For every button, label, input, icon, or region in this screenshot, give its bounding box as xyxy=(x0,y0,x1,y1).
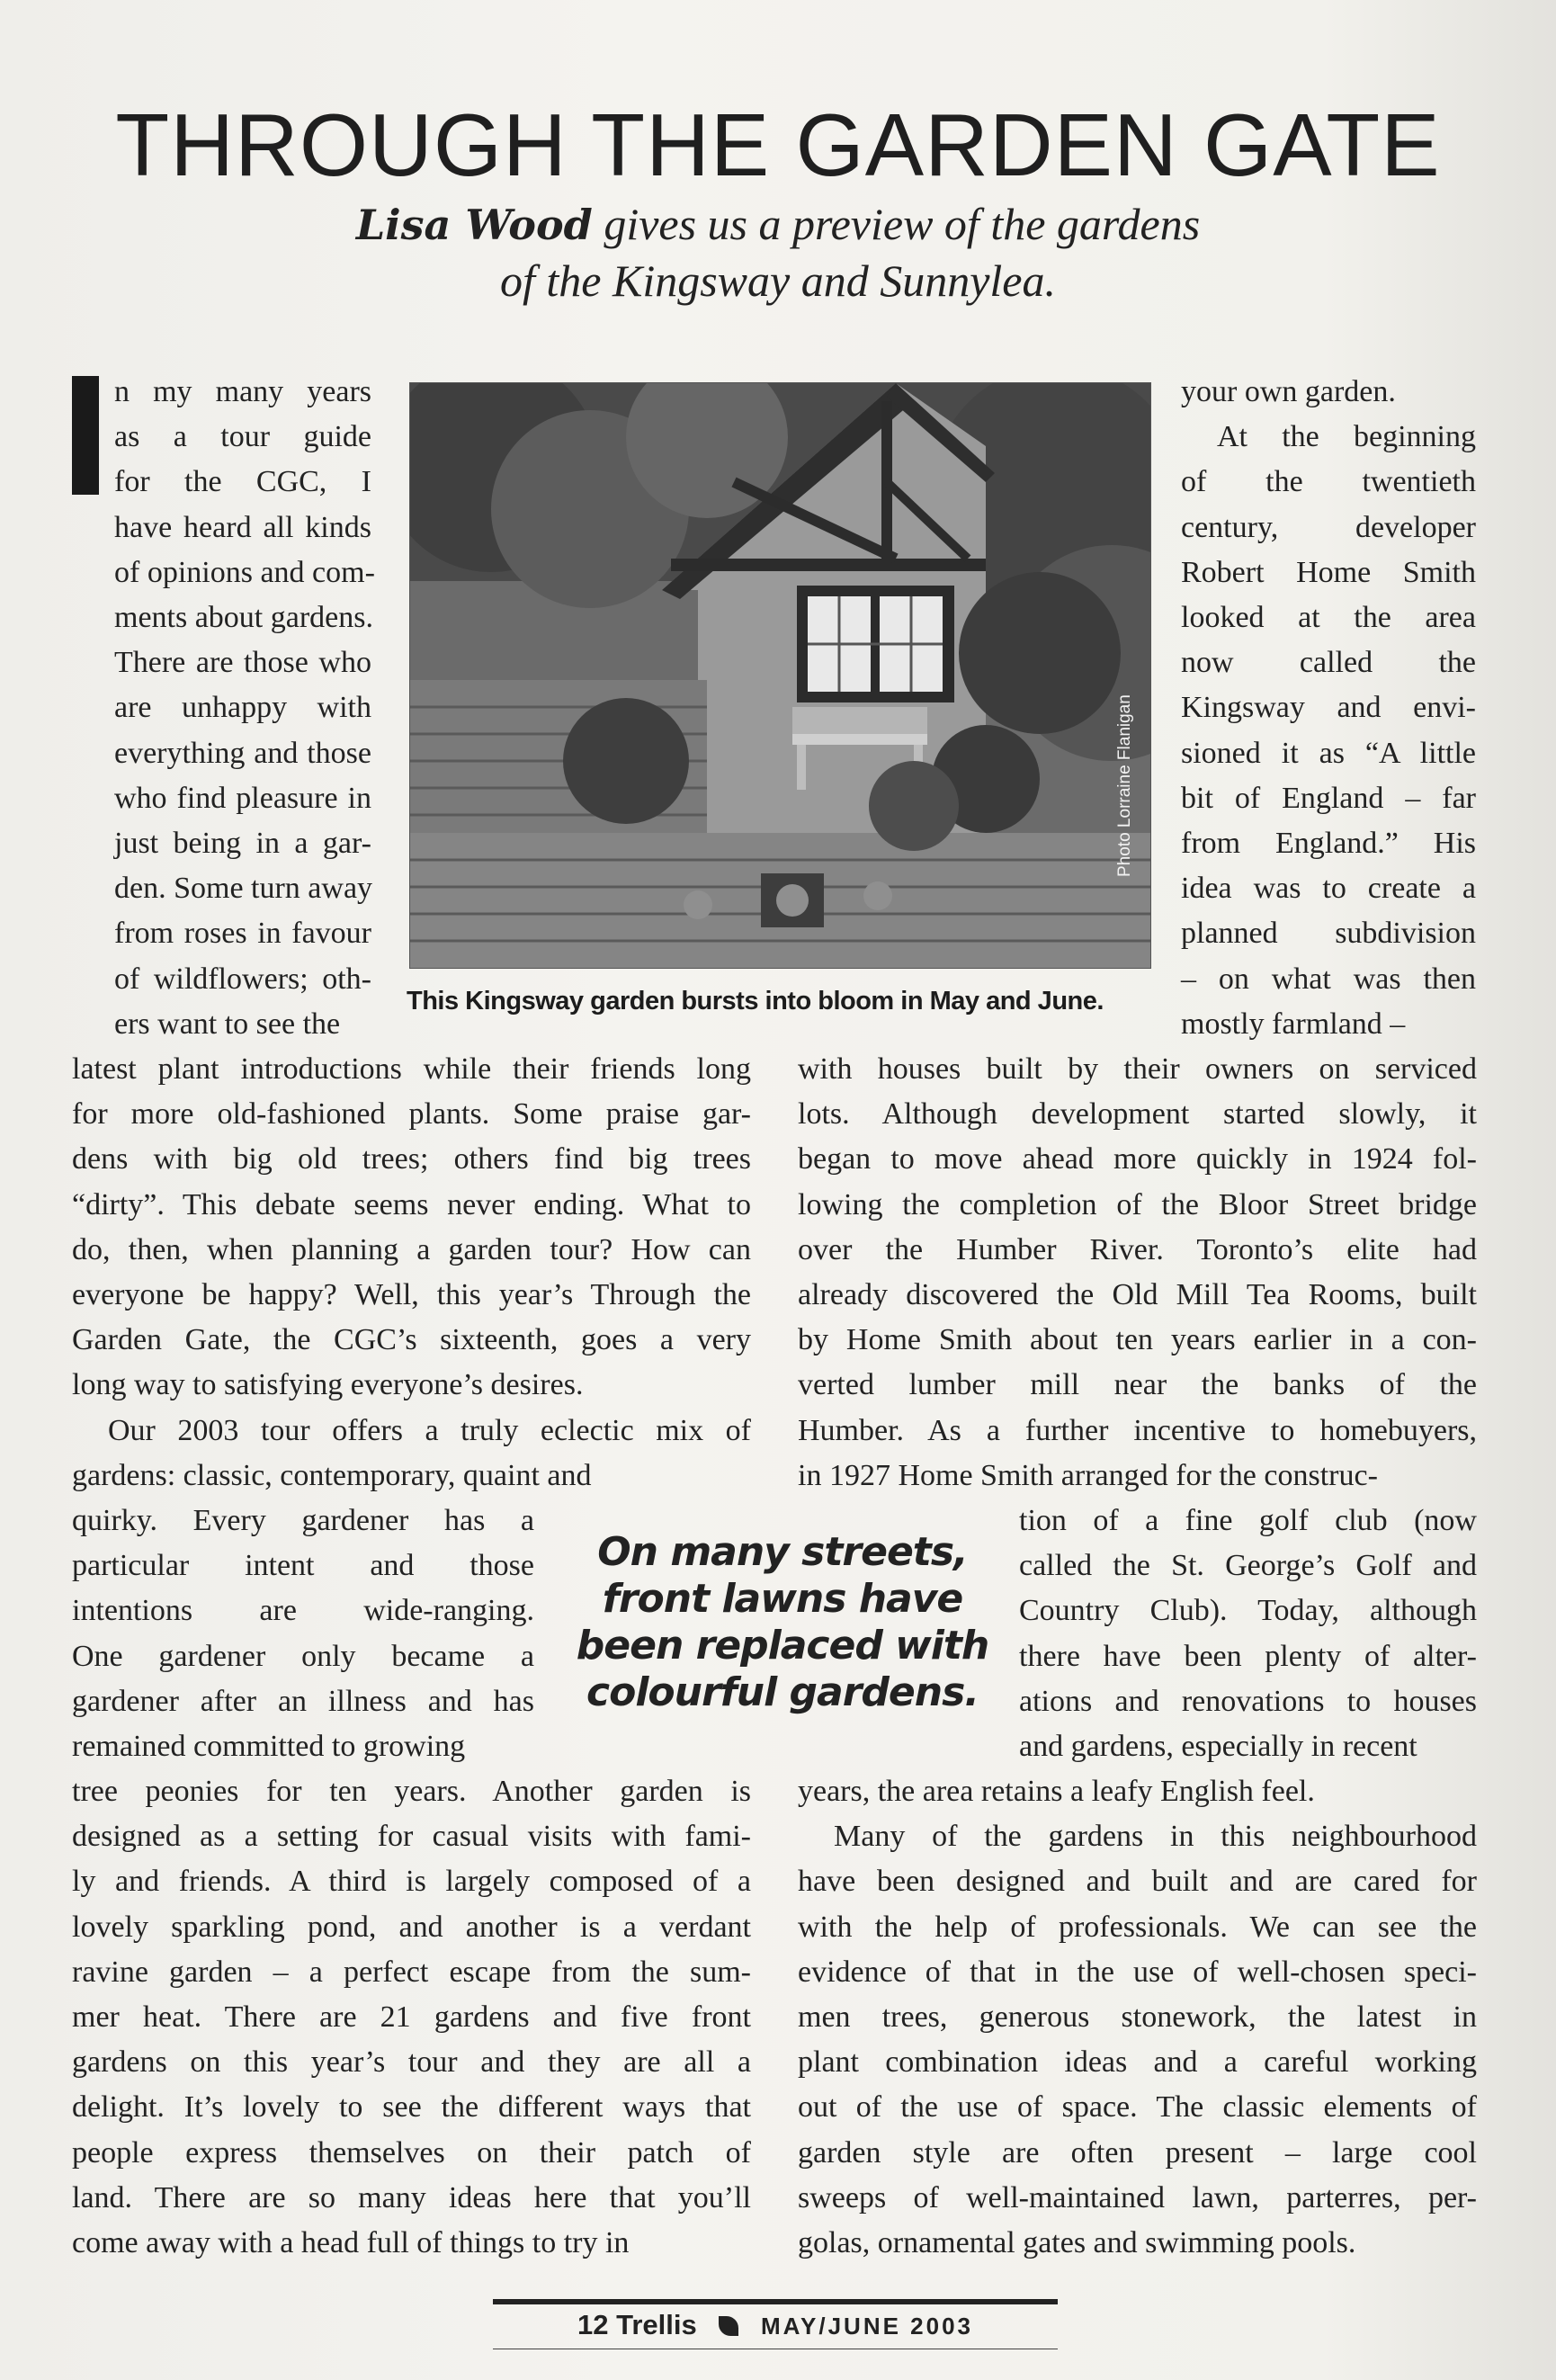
text-line: golas, ornamental gates and swimming pools. xyxy=(798,2226,1356,2260)
text-line: Kingsway and envi- xyxy=(1181,691,1476,725)
text-line: At the beginning xyxy=(1217,420,1476,454)
text-line: years, the area retains a leafy English feel. xyxy=(798,1775,1315,1808)
text-line: n my many years xyxy=(114,375,371,408)
text-line: come away with a head full of things to try in xyxy=(72,2226,630,2260)
right-narrow-column xyxy=(1019,1499,1477,1769)
issue-date: MAY/JUNE 2003 xyxy=(760,2313,973,2340)
text-line: have heard all kinds xyxy=(114,510,371,544)
text-line: verted lumber mill near the banks of the xyxy=(798,1368,1477,1402)
text-line: men trees, generous stonework, the latest in xyxy=(798,2000,1477,2035)
text-line: over the Humber River. Toronto’s elite had xyxy=(798,1232,1477,1266)
text-line: are unhappy with xyxy=(114,691,371,725)
text-line: been replaced with xyxy=(576,1623,989,1669)
right-top-column xyxy=(1181,370,1476,1047)
text-line: idea was to create a xyxy=(1181,872,1476,906)
text-line: for more old-fashioned plants. Some praise gar- xyxy=(72,1097,751,1132)
page-footer xyxy=(493,2309,1058,2341)
text-line: lovely sparkling pond, and another is a verdant xyxy=(72,1910,751,1944)
text-line: Garden Gate, the CGC’s sixteenth, goes a very xyxy=(72,1323,751,1357)
text-line: – on what was then xyxy=(1181,962,1476,996)
text-line: delight. It’s lovely to see the different ways that xyxy=(72,2090,751,2125)
text-line: Many of the gardens in this neighbourhood xyxy=(834,1820,1477,1854)
text-line: looked at the area xyxy=(1181,601,1476,635)
text-line: designed as a setting for casual visits with fami- xyxy=(72,1820,751,1854)
text-line: ers want to see the xyxy=(114,1007,341,1041)
text-line: Our 2003 tour offers a truly eclectic mix of xyxy=(108,1413,751,1447)
text-line: sweeps of well-maintained lawn, parterres, per- xyxy=(798,2180,1477,2214)
text-line: Country Club). Today, although xyxy=(1019,1594,1477,1628)
magazine-name: Trellis xyxy=(616,2309,697,2340)
text-line: ravine garden – a perfect escape from the sum- xyxy=(72,1955,751,1989)
footer-rule xyxy=(493,2299,1058,2304)
photo-credit: Photo Lorraine Flanigan xyxy=(1115,694,1134,877)
text-line: sioned it as “A little xyxy=(1181,736,1476,770)
pull-quote xyxy=(558,1529,1007,1716)
text-line: in 1927 Home Smith arranged for the construc- xyxy=(798,1458,1378,1492)
text-line: your own garden. xyxy=(1181,375,1396,408)
text-line: planned subdivision xyxy=(1181,917,1476,951)
text-line: everyone be happy? Well, this year’s Through the xyxy=(72,1278,751,1312)
garden-house-illustration xyxy=(410,383,1150,968)
text-line: with houses built by their owners on serviced xyxy=(798,1052,1477,1086)
text-line: Humber. As a further incentive to homebuyers, xyxy=(798,1413,1477,1447)
left-narrow-column xyxy=(72,1499,534,1769)
text-line: century, developer xyxy=(1181,510,1476,544)
text-line: gardens: classic, contemporary, quaint and xyxy=(72,1458,592,1492)
text-line: intentions are wide-ranging. xyxy=(72,1594,534,1628)
text-line: bit of England – far xyxy=(1181,781,1476,815)
text-line: and gardens, especially in recent xyxy=(1019,1730,1417,1764)
text-line: plant combination ideas and a careful working xyxy=(798,2045,1477,2080)
text-line: from roses in favour xyxy=(114,917,371,951)
text-line: long way to satisfying everyone’s desires. xyxy=(72,1368,584,1402)
text-line: evidence of that in the use of well-chosen speci- xyxy=(798,1955,1477,1989)
text-line: by Home Smith about ten years earlier in a con- xyxy=(798,1323,1477,1357)
text-line: ments about gardens. xyxy=(114,601,373,635)
text-line: mer heat. There are 21 gardens and five front xyxy=(72,2000,751,2035)
left-bottom-column xyxy=(72,1769,751,2266)
garden-photo xyxy=(409,382,1151,969)
text-line: Robert Home Smith xyxy=(1181,555,1476,589)
right-main-column xyxy=(798,1047,1477,1499)
text-line: of wildflowers; oth- xyxy=(114,962,371,996)
text-line: with the help of professionals. We can see the xyxy=(798,1910,1477,1944)
text-line: gardens on this year’s tour and they are all a xyxy=(72,2045,751,2080)
article-subtitle xyxy=(180,196,1376,309)
subtitle-line-2: of the Kingsway and Sunnylea. xyxy=(500,255,1056,306)
text-line: already discovered the Old Mill Tea Rooms, built xyxy=(798,1278,1477,1312)
text-line: out of the use of space. The classic elements of xyxy=(798,2090,1477,2125)
text-line: do, then, when planning a garden tour? How can xyxy=(72,1232,751,1266)
text-line: land. There are so many ideas here that you’ll xyxy=(72,2180,751,2214)
left-top-column xyxy=(114,370,375,1047)
text-line: there have been plenty of alter- xyxy=(1019,1639,1477,1673)
text-line: garden style are often present – large cool xyxy=(798,2135,1477,2170)
article-title: THROUGH THE GARDEN GATE xyxy=(115,95,1441,194)
text-line: front lawns have xyxy=(602,1576,963,1622)
page-number: 12 xyxy=(577,2309,609,2340)
text-line: There are those who xyxy=(114,646,371,680)
subtitle-line-1: gives us a preview of the gardens xyxy=(604,199,1201,249)
text-line: as a tour guide xyxy=(114,420,371,454)
text-line: called the St. George’s Golf and xyxy=(1019,1549,1477,1583)
text-line: “dirty”. This debate seems never ending. What to xyxy=(72,1187,751,1221)
text-line: ly and friends. A third is largely composed of a xyxy=(72,1865,751,1899)
right-bottom-column xyxy=(798,1769,1477,2266)
text-line: for the CGC, I xyxy=(114,465,371,499)
text-line: from England.” His xyxy=(1181,827,1476,861)
text-line: quirky. Every gardener has a xyxy=(72,1504,534,1537)
left-main-column xyxy=(72,1047,751,1499)
text-line: remained committed to growing xyxy=(72,1730,466,1764)
text-line: everything and those xyxy=(114,736,371,770)
text-line: mostly farmland – xyxy=(1181,1007,1406,1041)
text-line: who find pleasure in xyxy=(114,781,371,815)
text-line: colourful gardens. xyxy=(586,1669,979,1715)
text-line: tree peonies for ten years. Another garden is xyxy=(72,1775,751,1808)
text-line: particular intent and those xyxy=(72,1549,534,1583)
drop-cap xyxy=(72,376,99,495)
photo-caption: This Kingsway garden bursts into bloom in May and June. xyxy=(407,987,1104,1016)
text-line: den. Some turn away xyxy=(114,872,373,906)
text-line: On many streets, xyxy=(597,1529,968,1575)
text-line: lots. Although development started slowly, it xyxy=(798,1097,1477,1132)
text-line: ations and renovations to houses xyxy=(1019,1684,1477,1718)
text-line: now called the xyxy=(1181,646,1476,680)
text-line: gardener after an illness and has xyxy=(72,1684,534,1718)
text-line: One gardener only became a xyxy=(72,1639,534,1673)
text-line: latest plant introductions while their friends long xyxy=(72,1052,751,1086)
text-line: just being in a gar- xyxy=(114,827,371,861)
text-line: began to move ahead more quickly in 1924 fol- xyxy=(798,1142,1477,1177)
leaf-icon xyxy=(719,2316,738,2336)
text-line: people express themselves on their patch of xyxy=(72,2135,751,2170)
author-name: Lisa Wood xyxy=(355,201,593,249)
text-line: of the twentieth xyxy=(1181,465,1476,499)
text-line: have been designed and built and are cared for xyxy=(798,1865,1477,1899)
text-line: of opinions and com- xyxy=(114,555,375,589)
text-line: dens with big old trees; others find big trees xyxy=(72,1142,751,1177)
text-line: tion of a fine golf club (now xyxy=(1019,1504,1477,1537)
text-line: lowing the completion of the Bloor Street bridge xyxy=(798,1187,1477,1221)
